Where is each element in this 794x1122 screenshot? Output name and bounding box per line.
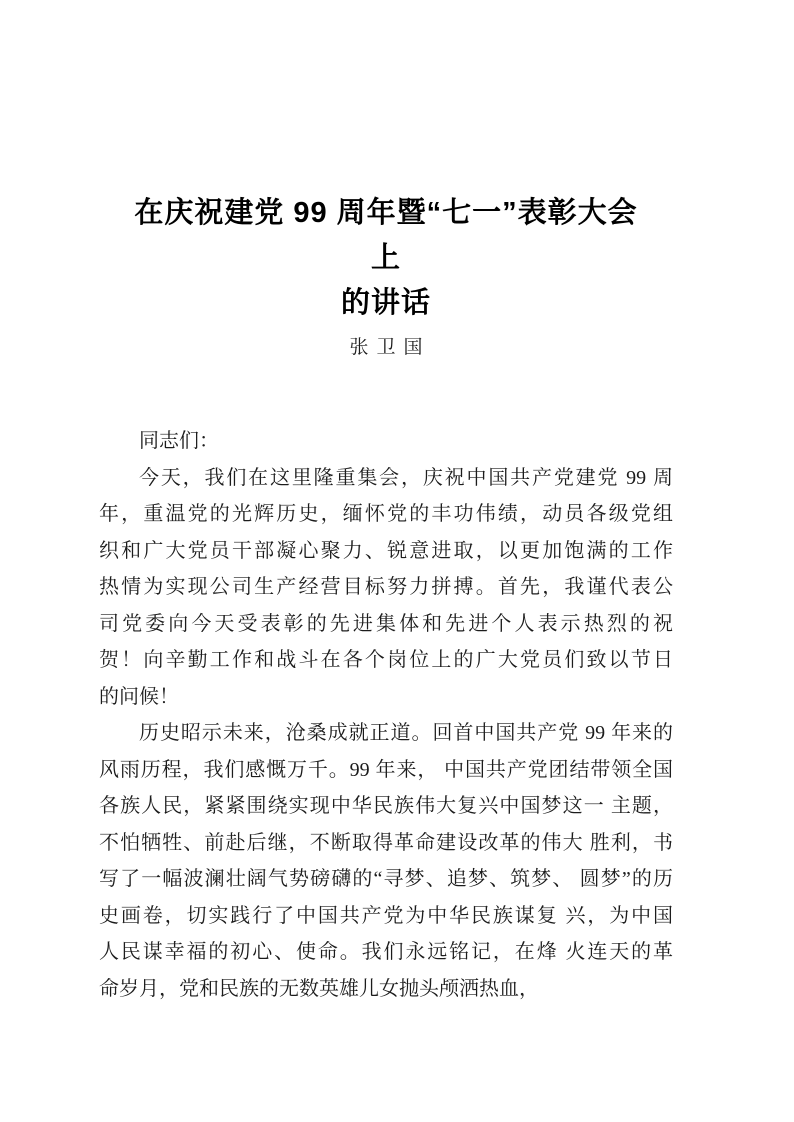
- body-line: 的问候！: [99, 685, 179, 708]
- title-line-3: 的讲话: [340, 287, 431, 319]
- document-content: [99, 0, 673, 1007]
- body-line: 贺！向辛勤工作和战斗在各个岗位上的广大党员们致以节日: [99, 649, 673, 671]
- title-line-2: 上: [370, 242, 401, 274]
- body-line: 织和广大党员干部凝心聚力、锐意进取，以更加饱满的工作: [99, 539, 673, 562]
- document-body: [99, 423, 673, 1007]
- body-line: 史画卷，切实践行了中国共产党为中华民族谋复 兴，为中国: [99, 904, 673, 927]
- author-name: 张卫国: [349, 337, 431, 358]
- body-line-salutation: 同志们：: [139, 430, 219, 452]
- document-title: [99, 191, 673, 326]
- body-line: 热情为实现公司生产经营目标努力拼搏。首先，我谨代表公: [99, 576, 673, 598]
- title-line-1: 在庆祝建党 99 周年暨“七一”表彰大会: [134, 197, 638, 229]
- body-line: 司党委向今天受表彰的先进集体和先进个人表示热烈的祝: [99, 612, 673, 635]
- body-line: 今天，我们在这里隆重集会，庆祝中国共产党建党 99 周: [139, 466, 673, 489]
- body-line: 年，重温党的光辉历史，缅怀党的丰功伟绩，动员各级党组: [99, 503, 673, 525]
- body-line: 命岁月，党和民族的无数英雄儿女抛头颅洒热血，: [99, 977, 539, 1000]
- body-line: 历史昭示未来，沧桑成就正道。回首中国共产党 99 年来的: [139, 722, 673, 744]
- body-line: 不怕牺牲、前赴后继，不断取得革命建设改革的伟大 胜利，书: [99, 831, 673, 854]
- body-line: 风雨历程，我们感慨万千。99 年来， 中国共产党团结带领全国: [99, 758, 673, 781]
- body-line: 各族人民，紧紧围绕实现中华民族伟大复兴中国梦这一 主题，: [99, 795, 673, 817]
- body-line: 人民谋幸福的初心、使命。我们永远铭记，在烽 火连天的革: [99, 941, 673, 963]
- body-line: 写了一幅波澜壮阔气势磅礴的“寻梦、追梦、筑梦、 圆梦”的历: [99, 868, 673, 890]
